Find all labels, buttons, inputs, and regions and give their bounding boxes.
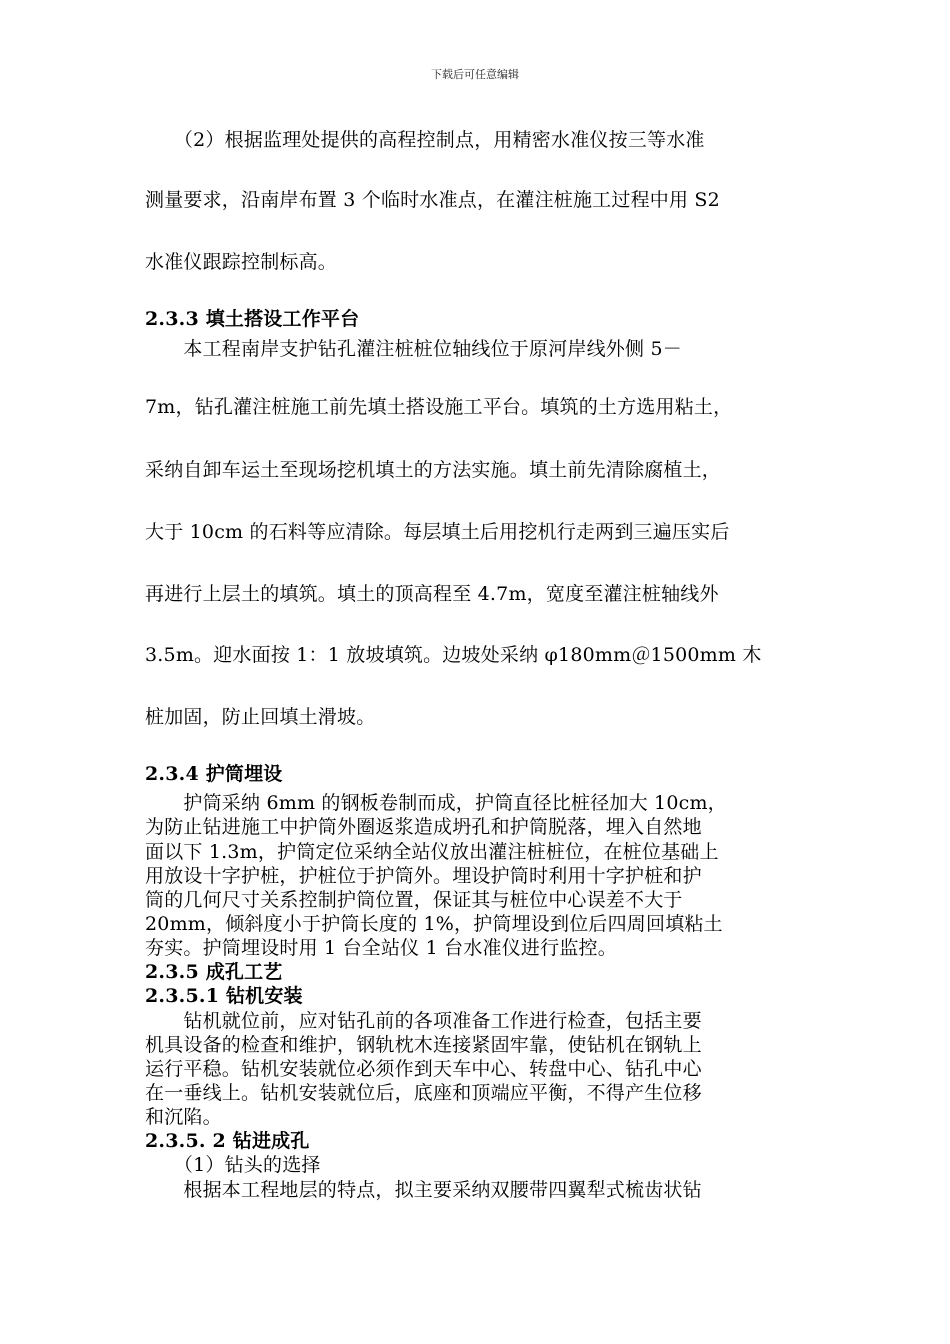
paragraph-line: 水准仪跟踪控制标高。 — [145, 251, 338, 273]
paragraph-line: （1）钻头的选择 — [145, 1154, 321, 1176]
section-heading: 2.3.3 填土搭设工作平台 — [145, 308, 360, 330]
paragraph-line: 采纳自卸车运土至现场挖机填土的方法实施。填土前先清除腐植土， — [145, 459, 722, 481]
section-heading: 2.3.5.1 钻机安装 — [145, 985, 303, 1007]
section-heading: 2.3.4 护筒埋设 — [145, 763, 283, 785]
paragraph-line: 本工程南岸支护钻孔灌注桩桩位轴线位于原河岸线外侧 5－ — [145, 338, 682, 360]
paragraph-line: 机具设备的检查和维护，钢轨枕木连接紧固牢靠，使钻机在钢轨上 — [145, 1034, 702, 1056]
paragraph-line: 筒的几何尺寸关系控制护筒位置，保证其与桩位中心误差不大于 — [145, 889, 683, 911]
paragraph-line: 20mm，倾斜度小于护筒长度的 1%，护筒埋设到位后四周回填粘土 — [145, 913, 723, 935]
paragraph-line: 和沉陷。 — [145, 1106, 222, 1128]
paragraph-line: 大于 10cm 的石料等应清除。每层填土后用挖机行走两到三遍压实后 — [145, 521, 730, 543]
paragraph-line: 运行平稳。钻机安装就位必须作到天车中心、转盘中心、钻孔中心 — [145, 1058, 702, 1080]
paragraph-line: （2）根据监理处提供的高程控制点，用精密水准仪按三等水准 — [145, 129, 705, 151]
paragraph-line: 7m，钻孔灌注桩施工前先填土搭设施工平台。填筑的土方选用粘土， — [145, 396, 733, 418]
paragraph-line: 护筒采纳 6mm 的钢板卷制而成，护筒直径比桩径加大 10cm， — [145, 792, 727, 814]
paragraph-line: 面以下 1.3m，护筒定位采纳全站仪放出灌注桩桩位，在桩位基础上 — [145, 841, 719, 863]
paragraph-line: 用放设十字护桩，护桩位于护筒外。埋设护筒时利用十字护桩和护 — [145, 865, 702, 887]
section-heading: 2.3.5. 2 钻进成孔 — [145, 1130, 310, 1152]
paragraph-line: 根据本工程地层的特点，拟主要采纳双腰带四翼犁式梳齿状钻 — [145, 1179, 702, 1201]
paragraph-line: 桩加固，防止回填土滑坡。 — [145, 706, 376, 728]
paragraph-line: 3.5m。迎水面按 1：1 放坡填筑。边坡处采纳 φ180mm＠1500mm 木 — [145, 644, 762, 666]
paragraph-line: 再进行上层土的填筑。填土的顶高程至 4.7m，宽度至灌注桩轴线外 — [145, 583, 719, 605]
page-header: 下载后可任意编辑 — [431, 68, 519, 81]
paragraph-line: 在一垂线上。钻机安装就位后，底座和顶端应平衡，不得产生位移 — [145, 1082, 702, 1104]
paragraph-line: 测量要求，沿南岸布置 3 个临时水准点，在灌注桩施工过程中用 S2 — [145, 189, 720, 211]
paragraph-line: 为防止钻进施工中护筒外圈返浆造成坍孔和护筒脱落，埋入自然地 — [145, 816, 702, 838]
paragraph-line: 钻机就位前，应对钻孔前的各项准备工作进行检查，包括主要 — [145, 1010, 702, 1032]
paragraph-line: 夯实。护筒埋设时用 1 台全站仪 1 台水准仪进行监控。 — [145, 937, 617, 959]
section-heading: 2.3.5 成孔工艺 — [145, 961, 283, 983]
